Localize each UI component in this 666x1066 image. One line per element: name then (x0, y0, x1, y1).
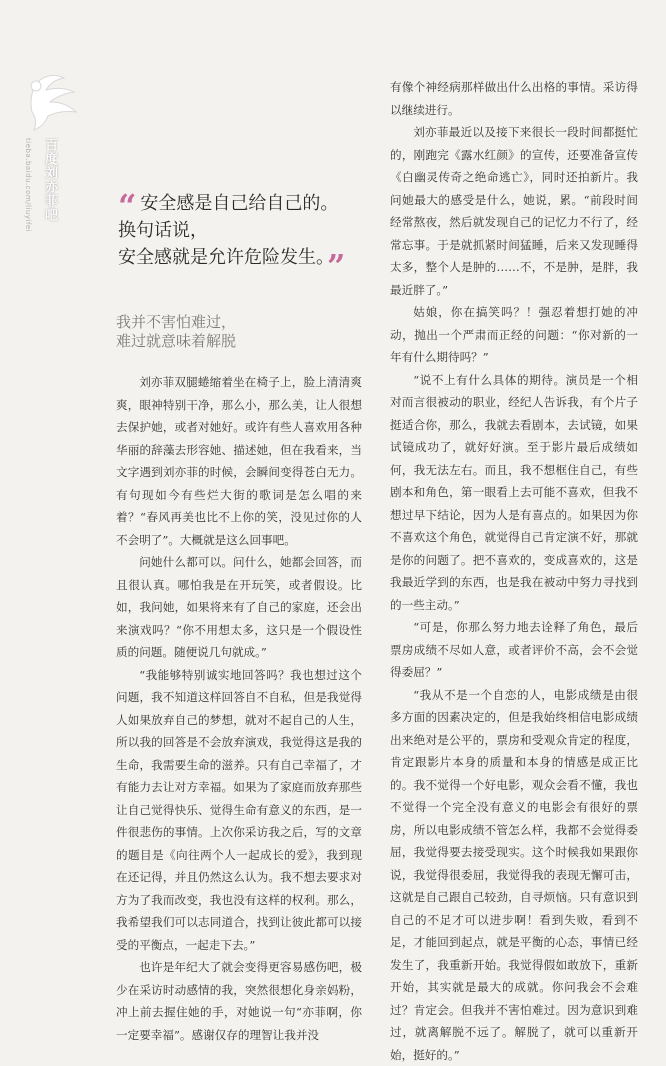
subheading-line-1: 我并不害怕难过， (116, 313, 356, 332)
paragraph: “可是，你那么努力地去诠释了角色，最后票房成绩不尽如人意，或者评价不高，会不会觉得委屈？” (390, 616, 638, 684)
side-brand: 百度刘亦菲吧 (40, 138, 59, 222)
left-column (116, 371, 362, 1046)
side-url: tieba.baidu.com/liuyifei (24, 138, 32, 232)
quote-line-2: 换句话说， (118, 217, 378, 244)
right-column (390, 76, 638, 1066)
quote-line-1: “ 安全感是自己给自己的。 (118, 190, 378, 217)
paragraph: 问她什么都可以。问什么，她都会回答，而且很认真。哪怕我是在开玩笑，或者假设。比如，我问她，如果将来有了自己的家庭，还会出来演戏吗？“你不用想太多，这只是一个假设性质的问题。随便说几句就成。” (116, 551, 362, 664)
tieba-logo-icon (22, 72, 82, 134)
paragraph: 也许是年纪大了就会变得更容易感伤吧，极少在采访时动感情的我，突然很想化身亲妈粉，冲上前去握住她的手，对她说一句“亦菲啊，你一定要幸福”。感谢仅存的理智让我并没 (116, 956, 362, 1046)
pull-quote (118, 190, 378, 271)
quote-line-3: 安全感就是允许危险发生。” (118, 244, 378, 271)
paragraph: 刘亦菲双腿蜷缩着坐在椅子上，脸上清清爽爽，眼神特别干净，那么小，那么美，让人很想去保护她，或者对她好。或许有些人喜欢用各种华丽的辞藻去形容她、描述她，但在我看来，当文字遇到刘亦菲的时候，会瞬间变得苍白无力。有句现如今有些烂大街的歌词是怎么唱的来着？“春风再美也比不上你的笑，没见过你的人不会明了”。大概就是这么回事吧。 (116, 371, 362, 551)
paragraph: 有像个神经病那样做出什么出格的事情。采访得以继续进行。 (390, 76, 638, 121)
paragraph: 姑娘，你在搞笑吗？！强忍着想打她的冲动，抛出一个严肃而正经的问题：“你对新的一年有什么期待吗？” (390, 301, 638, 369)
subheading (116, 313, 356, 351)
paragraph: “说不上有什么具体的期待。演员是一个相对而言很被动的职业，经纪人告诉我，有个片子挺适合你，那么，我就去看剧本，去试镜，如果试镜成功了，就好好演。至于影片最后成绩如何，我无法左右。而且，我不想框住自己，有些剧本和角色，第一眼看上去可能不喜欢，但我不想过早下结论，因为人是有喜点的。如果因为你不喜欢这个角色，就觉得自己肯定演不好，那就是你的问题了。把不喜欢的，变成喜欢的，这是我最近学到的东西，也是我在被动中努力寻找到的一些主动。” (390, 369, 638, 617)
open-quote-mark: “ (118, 187, 136, 225)
paragraph: “我能够特别诚实地回答吗？我也想过这个问题，我不知道这样回答自不自私，但是我觉得人如果放弃自己的梦想，就对不起自己的人生，所以我的回答是不会放弃演戏，我觉得这是我的生命，我需要生命的滋养。只有自己幸福了，才有能力去让对方幸福。如果为了家庭而放弃那些让自己觉得快乐、觉得生命有意义的东西，是一件很悲伤的事情。上次你采访我之后，写的文章的题目是《向往两个人一起成长的爱》，我到现在还记得，并且仍然这么认为。我不想去要求对方为了我而改变，我也没有这样的权利。那么，我希望我们可以志同道合，找到让彼此都可以接受的平衡点，一起走下去。” (116, 664, 362, 957)
paragraph: “我从不是一个自恋的人，电影成绩是由很多方面的因素决定的，但是我始终相信电影成绩出来绝对是公平的，票房和受观众肯定的程度，肯定跟影片本身的质量和本身的情感是成正比的。我不觉得一个好电影，观众会看不懂，我也不觉得一个完全没有意义的电影会有很好的票房，所以电影成绩不管怎么样，我都不会觉得委屈，我觉得要去接受现实。这个时候我如果跟你说，我觉得很委屈，我觉得我的表现无懈可击，这就是自己跟自己较劲，自寻烦恼。只有意识到自己的不足才可以进步啊！看到失败，看到不足，才能回到起点，就是平衡的心态，事情已经发生了，我重新开始。我觉得假如敢放下，重新开始，其实就是最大的成就。你问我会不会难过？肯定会。但我并不害怕难过。因为意识到难过，就离解脱不远了。解脱了，就可以重新开始，挺好的。” (390, 684, 638, 1066)
subheading-line-2: 难过就意味着解脱 (116, 332, 356, 351)
paragraph: 刘亦菲最近以及接下来很长一段时间都挺忙的，刚跑完《露水红颜》的宣传，还要准备宣传《白幽灵传奇之绝命逃亡》，同时还拍新片。我问她最大的感受是什么，她说，累。“前段时间经常熬夜，然后就发现自己的记忆力不行了，经常忘事。于是就抓紧时间猛睡，后来又发现睡得太多，整个人是肿的……不，不是肿，是胖，我最近胖了。” (390, 121, 638, 301)
close-quote-mark: ” (327, 247, 345, 285)
